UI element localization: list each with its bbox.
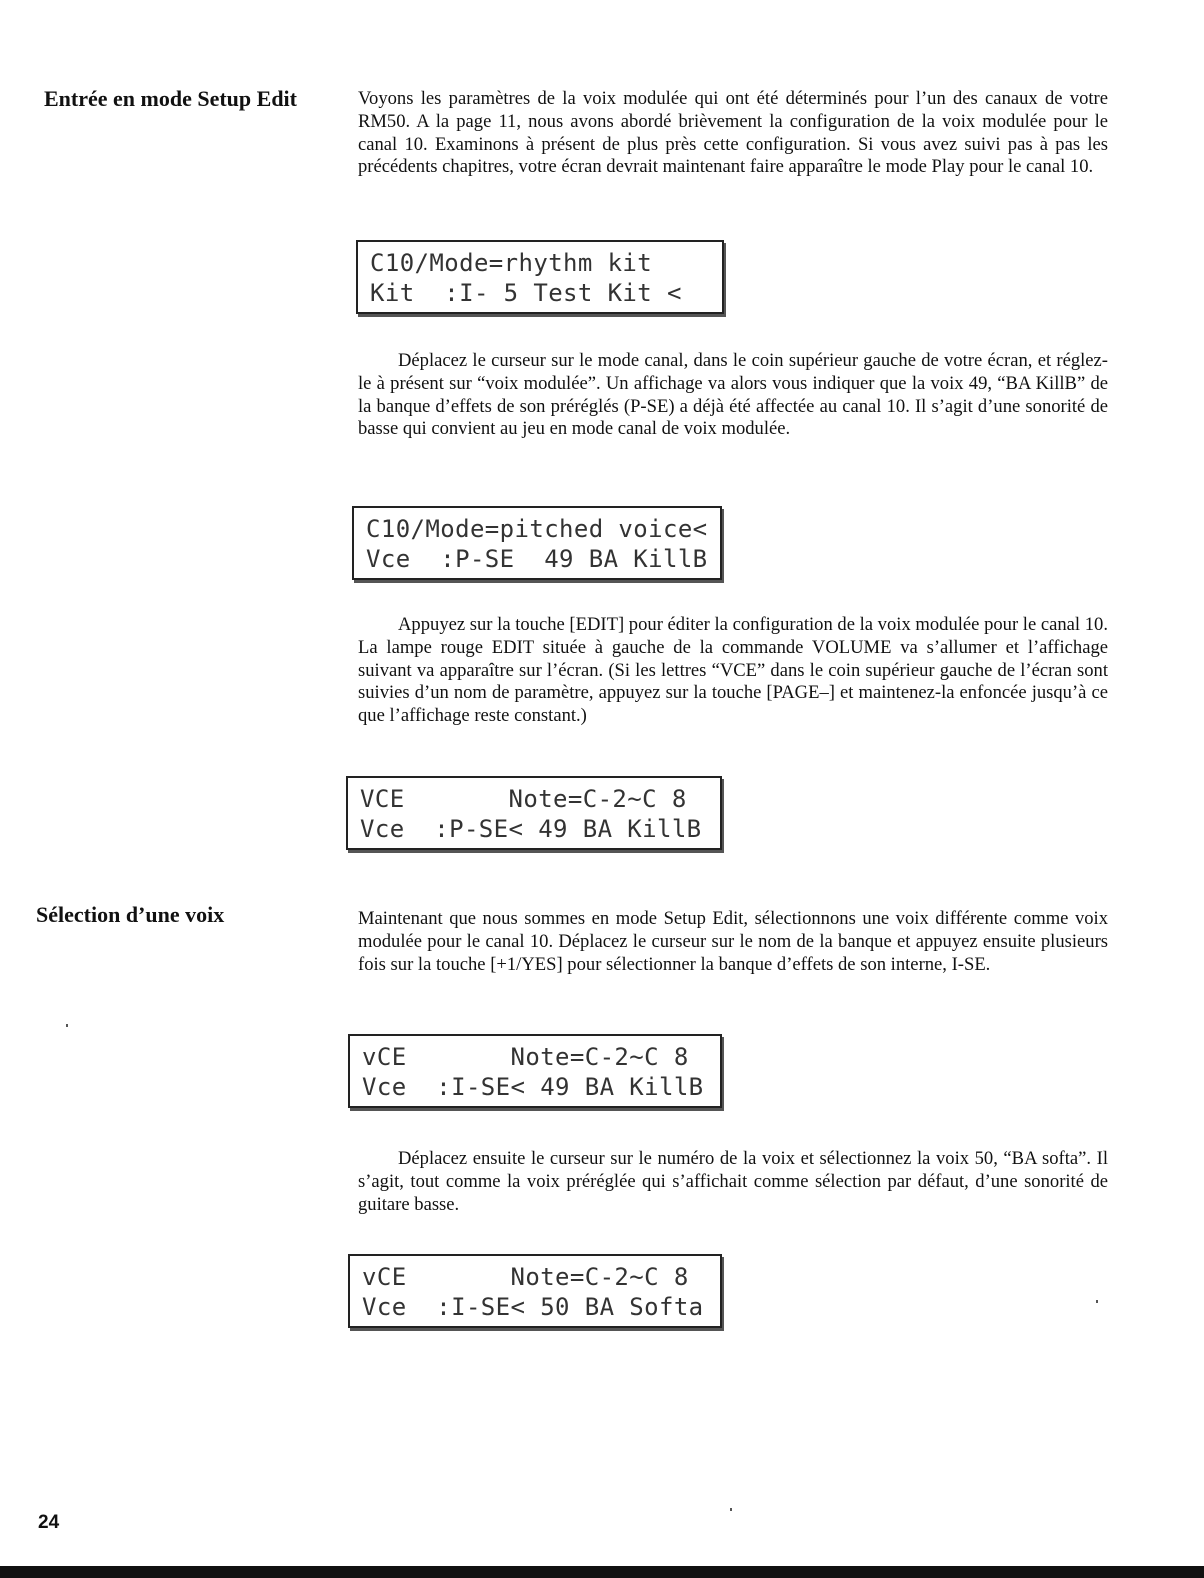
bottom-rule bbox=[0, 1566, 1204, 1578]
lcd-display-vce-i-se-49 bbox=[348, 1034, 722, 1108]
lcd-line-2: Vce :I-SE< 50 BA Softa bbox=[362, 1293, 704, 1321]
section-heading-voice-selection: Sélection d’une voix bbox=[36, 902, 225, 927]
lcd-line-2: Vce :I-SE< 49 BA KillB bbox=[362, 1073, 704, 1101]
lcd-display-rhythm-kit bbox=[356, 240, 724, 314]
scan-speck bbox=[66, 1024, 68, 1027]
paragraph-edit-key: Appuyez sur la touche [EDIT] pour éditer la configuration de la voix modulée pour le canal 10. La lampe rouge EDIT située à gauche de la commande VOLUME va s’allumer et l’affichage suivant va apparaître sur l’écran. (Si les lettres “VCE” dans le coin supérieur gauche de l’écran sont suivies d’un nom de paramètre, appuyez sur la touche [PAGE–] et maintenez-la enfoncée jusqu’à ce que l’affichage reste constant.) bbox=[358, 614, 1108, 727]
paragraph-mode-canal: Déplacez le curseur sur le mode canal, dans le coin supérieur gauche de votre écran, et réglez-le à présent sur “voix modulée”. Un affichage va alors vous indiquer que la voix 49, “BA KillB” de la banque d’effets de son préréglés (P-SE) a déjà été affectée au canal 10. Il s’agit d’une sonorité de basse qui convient au jeu en mode canal de voix modulée. bbox=[358, 350, 1108, 440]
lcd-line-1: vCE Note=C-2~C 8 bbox=[362, 1043, 689, 1071]
lcd-line-2: Kit :I- 5 Test Kit < bbox=[370, 279, 682, 307]
page-number: 24 bbox=[38, 1512, 60, 1533]
lcd-display-vce-p-se bbox=[346, 776, 722, 850]
section-heading-setup-edit: Entrée en mode Setup Edit bbox=[44, 86, 297, 111]
lcd-line-1: VCE Note=C-2~C 8 bbox=[360, 785, 687, 813]
scan-speck bbox=[730, 1508, 732, 1511]
lcd-display-vce-i-se-50 bbox=[348, 1254, 722, 1328]
lcd-line-1: vCE Note=C-2~C 8 bbox=[362, 1263, 689, 1291]
lcd-line-2: Vce :P-SE 49 BA KillB bbox=[366, 545, 708, 573]
paragraph-intro-voice-selection: Maintenant que nous sommes en mode Setup Edit, sélectionnons une voix différente comme voix modulée pour le canal 10. Déplacez le curseur sur le nom de la banque et appuyez ensuite plusieurs fois sur la touche [+1/YES] pour sélectionner la banque d’effets de son interne, I-SE. bbox=[358, 908, 1108, 975]
paragraph-intro-setup-edit: Voyons les paramètres de la voix modulée qui ont été déterminés pour l’un des canaux de votre RM50. A la page 11, nous avons abordé brièvement la configuration de la voix modulée pour le canal 10. Examinons à présent de plus près cette configuration. Si vous avez suivi pas à pas les précédents chapitres, votre écran devrait maintenant faire apparaître le mode Play pour le canal 10. bbox=[358, 88, 1108, 178]
scan-speck bbox=[1096, 1300, 1098, 1303]
paragraph-voice-50: Déplacez ensuite le curseur sur le numéro de la voix et sélectionnez la voix 50, “BA softa”. Il s’agit, tout comme la voix préréglée qui s’affichait comme sélection par défaut, d’une sonorité de guitare basse. bbox=[358, 1148, 1108, 1215]
lcd-display-pitched-voice bbox=[352, 506, 722, 580]
lcd-line-2: Vce :P-SE< 49 BA KillB bbox=[360, 815, 702, 843]
lcd-line-1: C10/Mode=pitched voice< bbox=[366, 515, 708, 543]
lcd-line-1: C10/Mode=rhythm kit bbox=[370, 249, 653, 277]
